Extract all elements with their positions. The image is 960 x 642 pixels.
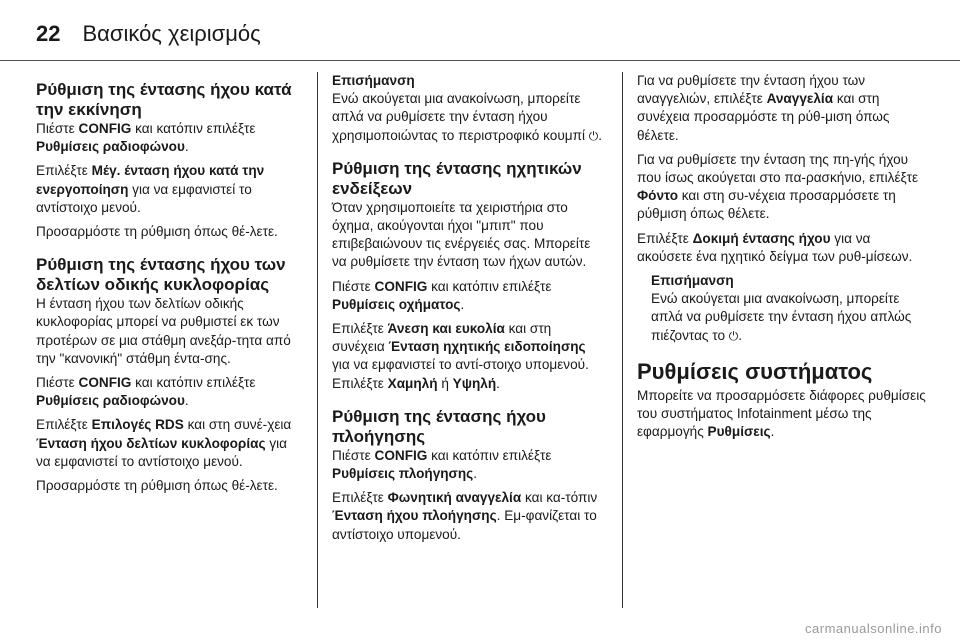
column-divider-1 bbox=[317, 72, 318, 608]
heading-startup-volume: Ρύθμιση της έντασης ήχου κατά την εκκίνηση bbox=[36, 80, 292, 119]
paragraph: Επιλέξτε Φωνητική αναγγελία και κα-τόπιν Ένταση ήχου πλοήγησης. Εμ-φανίζεται το αντίστοιχο υπομενού. bbox=[332, 490, 598, 542]
note-title: Επισήμανση bbox=[651, 273, 734, 289]
note-box: Επισήμανση Ενώ ακούγεται μια ανακοίνωση, μπορείτε απλά να ρυθμίσετε την ένταση ήχου χρησιμοποιώντας το περιστροφικό κουμπί ⏻. bbox=[332, 72, 606, 145]
note-title: Επισήμανση bbox=[332, 73, 415, 88]
paragraph: Επιλέξτε Άνεση και ευκολία και στη συνέχεια Ένταση ηχητικής ειδοποίησης για να εμφανιστεί το αντί-στοιχο υπομενού. Επιλέξτε Χαμηλή ή Υψηλή. bbox=[332, 321, 589, 391]
column-3 bbox=[637, 72, 927, 447]
paragraph: Πιέστε CONFIG και κατόπιν επιλέξτε Ρυθμίσεις ραδιοφώνου. bbox=[36, 375, 256, 409]
paragraph: Επιλέξτε Δοκιμή έντασης ήχου για να ακούσετε ένα ηχητικό δείγμα των ρυθ-μίσεων. bbox=[637, 230, 913, 264]
page-header bbox=[36, 14, 261, 54]
heading-navigation-volume: Ρύθμιση της έντασης ήχου πλοήγησης bbox=[332, 406, 546, 446]
column-2 bbox=[332, 72, 606, 550]
paragraph: Πιέστε CONFIG και κατόπιν επιλέξτε Ρυθμίσεις οχήματος. bbox=[332, 278, 552, 312]
column-divider-2 bbox=[622, 72, 623, 608]
paragraph: Πιέστε CONFIG και κατόπιν επιλέξτε Ρυθμίσεις ραδιοφώνου. bbox=[36, 121, 256, 155]
power-knob-icon: ⏻ bbox=[588, 128, 599, 143]
heading-system-settings: Ρυθμίσεις συστήματος bbox=[637, 358, 873, 384]
paragraph: Όταν χρησιμοποιείτε τα χειριστήρια στο όχημα, ακούγονται ήχοι "μπιπ" που επιβεβαιώνουν τις ενέργειές σας. Μπορείτε να ρυθμίσετε την ένταση των ήχων αυτών. bbox=[332, 199, 591, 270]
power-knob-icon: ⏻ bbox=[728, 328, 739, 343]
heading-traffic-volume: Ρύθμιση της έντασης ήχου των δελτίων οδικής κυκλοφορίας bbox=[36, 255, 286, 295]
paragraph: Προσαρμόστε τη ρύθμιση όπως θέ-λετε. bbox=[36, 224, 278, 240]
page-title: Βασικός χειρισμός bbox=[82, 21, 261, 46]
paragraph: Η ένταση ήχου των δελτίων οδικής κυκλοφορίας μπορεί να ρυθμιστεί εκ των προτέρων σε μια στάθμη ανεξάρ-τητα από την "κανονική" στάθμη έντα-σης. bbox=[36, 296, 291, 366]
header-divider bbox=[0, 60, 960, 61]
paragraph: Προσαρμόστε τη ρύθμιση όπως θέ-λετε. bbox=[36, 478, 278, 494]
paragraph: Για να ρυθμίσετε την ένταση ήχου των αναγγελιών, επιλέξτε Αναγγελία και στη συνέχεια προσαρμόστε τη ρύθ-μιση όπως θέλετε. bbox=[637, 73, 890, 143]
paragraph: Επιλέξτε Μέγ. ένταση ήχου κατά την ενεργοποίηση για να εμφανιστεί το αντίστοιχο μενού. bbox=[36, 163, 265, 215]
note-box: Επισήμανση Ενώ ακούγεται μια ανακοίνωση, μπορείτε απλά να ρυθμίσετε την ένταση ήχου απλώς πιέζοντας το ⏻. bbox=[637, 272, 927, 345]
paragraph: Για να ρυθμίσετε την ένταση της πη-γής ήχου που ίσως ακούγεται στο πα-ρασκήνιο, επιλέξτε Φόντο και στη συ-νέχεια προσαρμόσετε τη ρύθμιση όπως θέλετε. bbox=[637, 151, 919, 222]
paragraph: Μπορείτε να προσαρμόσετε διάφορες ρυθμίσεις του συστήματος Infotainment μέσω της εφαρμογής Ρυθμίσεις. bbox=[637, 387, 926, 440]
column-1 bbox=[36, 72, 302, 501]
page-number: 22 bbox=[36, 21, 61, 46]
heading-acoustic-volume: Ρύθμιση της έντασης ηχητικών ενδείξεων bbox=[332, 158, 582, 198]
paragraph: Πιέστε CONFIG και κατόπιν επιλέξτε Ρυθμίσεις πλοήγησης. bbox=[332, 447, 552, 482]
watermark: carmanualsonline.info bbox=[805, 621, 942, 636]
paragraph: Επιλέξτε Επιλογές RDS και στη συνέ-χεια Ένταση ήχου δελτίων κυκλοφορίας για να εμφανιστεί το αντίστοιχο μενού. bbox=[36, 417, 292, 469]
